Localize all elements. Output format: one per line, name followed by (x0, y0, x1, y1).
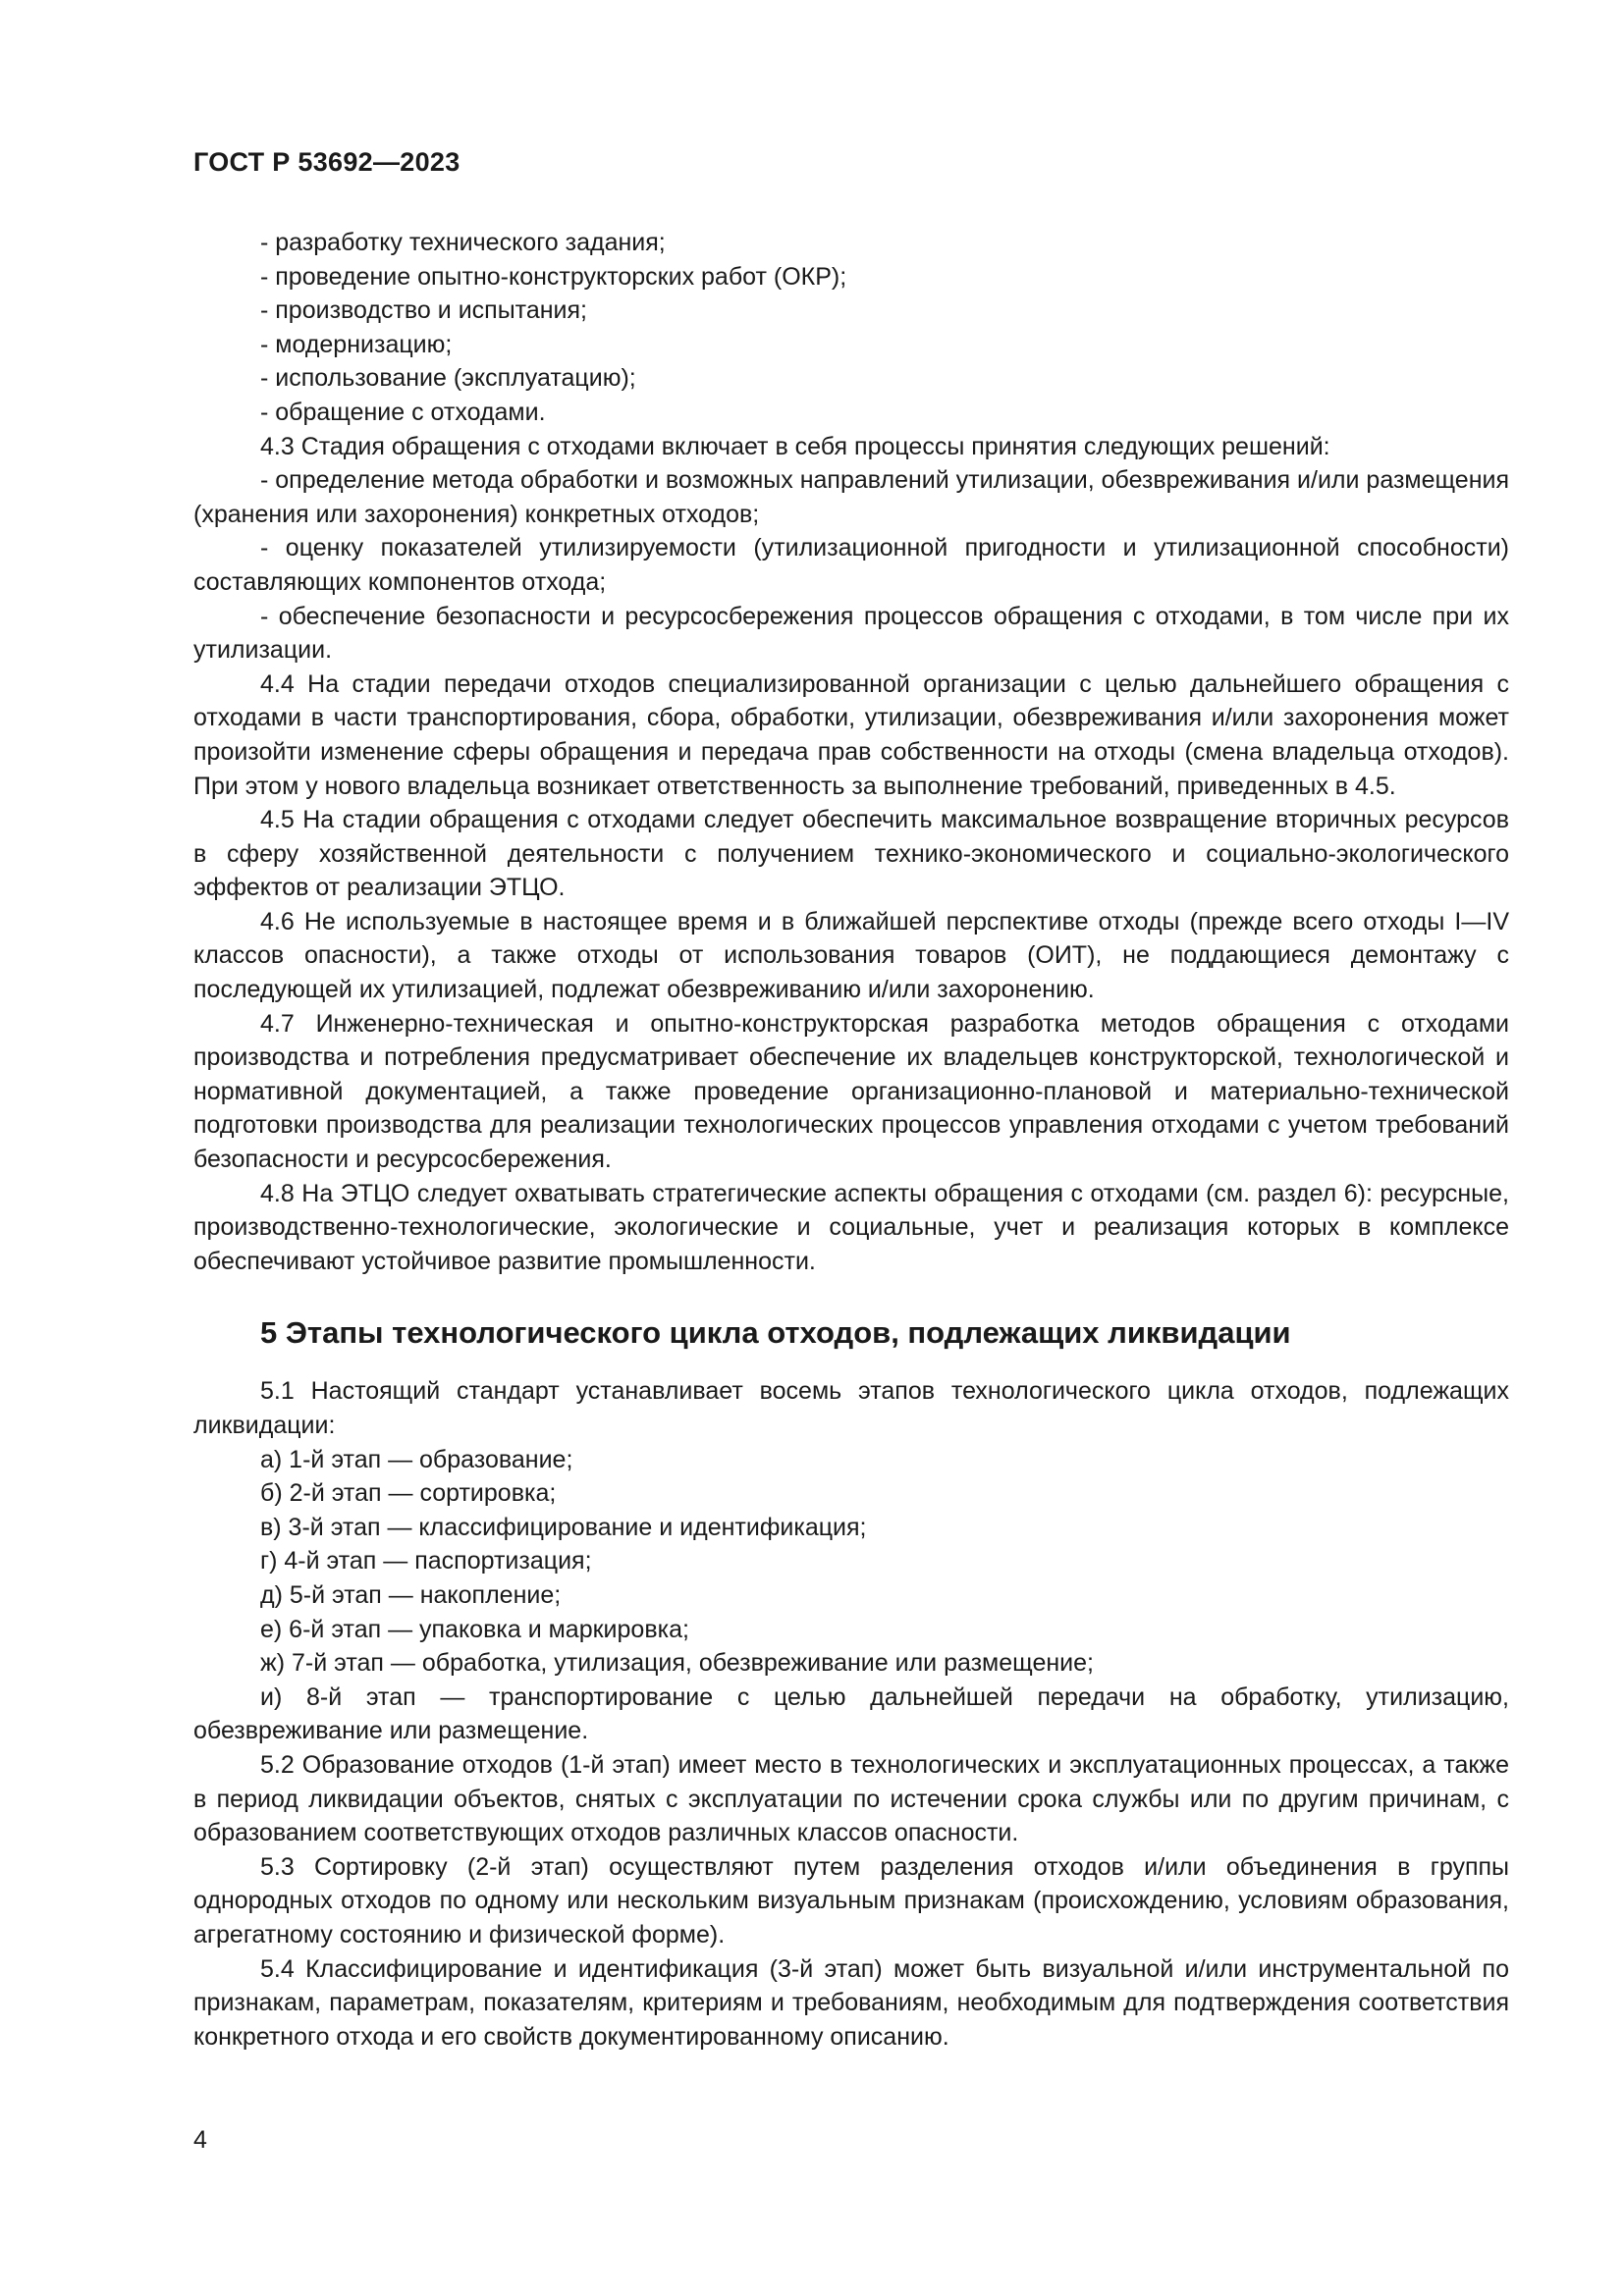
document-body (193, 226, 1509, 2054)
stage-item: д) 5-й этап — накопление; (260, 1580, 562, 1609)
paragraph-5-3: 5.3 Сортировку (2-й этап) осуществляют путем разделения отходов и/или объединения в группы однородных отходов по одному или нескольким визуальным признакам (происхождению, условиям образования, агрегатному состоянию и физической форме). (193, 1852, 1509, 1949)
paragraph-4-7: 4.7 Инженерно-техническая и опытно-конструкторская разработка методов обращения с отходами производства и потребления предусматривает обеспечение их владельцев конструкторской, технологической и нормативной документацией, а также проведение организационно-плановой и материально-технической подготовки производства для реализации технологических процессов управления отходами с учетом требований безопасности и ресурсосбережения. (193, 1009, 1509, 1174)
paragraph-4-5: 4.5 На стадии обращения с отходами следует обеспечить максимальное возвращение вторичных ресурсов в сферу хозяйственной деятельности с получением технико-экономического и социально-экологического эффектов от реализации ЭТЦО. (193, 806, 1509, 902)
section-5-heading: 5 Этапы технологического цикла отходов, подлежащих ликвидации (260, 1315, 1291, 1351)
stage-item: е) 6-й этап — упаковка и маркировка; (260, 1615, 689, 1643)
paragraph-5-1: 5.1 Настоящий стандарт устанавливает восемь этапов технологического цикла отходов, подлежащих ликвидации: (193, 1377, 1509, 1439)
standard-designation: ГОСТ Р 53692—2023 (193, 147, 460, 177)
list-item: - определение метода обработки и возможных направлений утилизации, обезвреживания и/или размещения (хранения или захоронения) конкретных отходов; (193, 466, 1509, 528)
list-item: - обращение с отходами. (260, 398, 546, 426)
stage-item: б) 2-й этап — сортировка; (260, 1479, 557, 1508)
paragraph-4-6: 4.6 Не используемые в настоящее время и в ближайшей перспективе отходы (прежде всего отходы I—IV классов опасности), а также отходы от использования товаров (ОИТ), не поддающиеся демонтажу с последующей их утилизацией, подлежат обезвреживанию и/или захоронению. (193, 907, 1509, 1004)
stage-item: а) 1-й этап — образование; (260, 1445, 573, 1473)
page-number: 4 (193, 2126, 207, 2154)
stage-item: ж) 7-й этап — обработка, утилизация, обезвреживание или размещение; (260, 1649, 1094, 1678)
stage-item: г) 4-й этап — паспортизация; (260, 1547, 592, 1575)
paragraph-5-4: 5.4 Классифицирование и идентификация (3-й этап) может быть визуальной и/или инструментальной по признакам, параметрам, показателям, критериям и требованиям, необходимым для подтверждения соответствия конкретного отхода и его свойств документированному описанию. (193, 1954, 1509, 2051)
list-item: - проведение опытно-конструкторских работ (ОКР); (260, 262, 847, 291)
list-item: - разработку технического задания; (260, 229, 666, 256)
list-item: - модернизацию; (260, 330, 453, 358)
list-item: - использование (эксплуатацию); (260, 364, 636, 393)
paragraph-4-4: 4.4 На стадии передачи отходов специализированной организации с целью дальнейшего обращения с отходами в части транспортирования, сбора, обработки, утилизации, обезвреживания и/или захоронения может произойти изменение сферы обращения и передача прав собственности на отходы (смена владельца отходов). При этом у нового владельца возникает ответственность за выполнение требований, приведенных в 4.5. (193, 669, 1509, 800)
paragraph-5-2: 5.2 Образование отходов (1-й этап) имеет место в технологических и эксплуатационных процессах, а также в период ликвидации объектов, снятых с эксплуатации по истечении срока службы или по другим причинам, с образованием соответствующих отходов различных классов опасности. (193, 1750, 1509, 1847)
stage-item: в) 3-й этап — классифицирование и идентификация; (260, 1513, 867, 1541)
stage-item: и) 8-й этап — транспортирование с целью дальнейшей передачи на обработку, утилизацию, обезвреживание или размещение. (193, 1682, 1509, 1745)
list-item: - оценку показателей утилизируемости (утилизационной пригодности и утилизационной способности) составляющих компонентов отхода; (193, 534, 1509, 596)
list-item: - обеспечение безопасности и ресурсосбережения процессов обращения с отходами, в том числе при их утилизации. (193, 602, 1509, 665)
paragraph-4-3: 4.3 Стадия обращения с отходами включает в себя процессы принятия следующих решений: (260, 432, 1330, 460)
list-item: - производство и испытания; (260, 296, 587, 325)
paragraph-4-8: 4.8 На ЭТЦО следует охватывать стратегические аспекты обращения с отходами (см. раздел 6): ресурсные, производственно-технологические, экологические и социальные, учет и реализация которых в комплексе обеспечивают устойчивое развитие промышленности. (193, 1179, 1509, 1275)
